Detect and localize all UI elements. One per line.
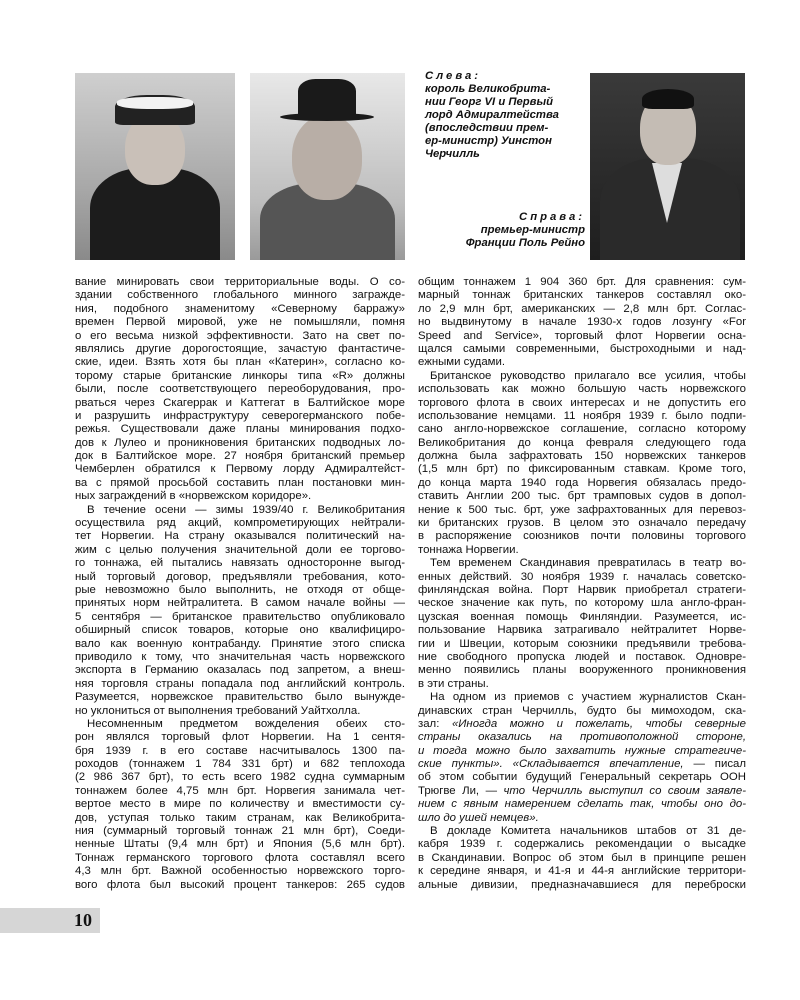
- text-line: о его весьма низкой эффективности. Зато на свет по-: [75, 329, 405, 342]
- text-line: ный торговый договор, предъявляли требования, кото-: [75, 570, 405, 583]
- paragraph: [75, 504, 405, 718]
- text-line: ские, идеи. Взять хотя бы план «Катерин», согласно ко-: [75, 356, 405, 369]
- text-line: были, после соответствующего переоборудования, про-: [75, 383, 405, 396]
- text-line: но уклониться от выполнения требований Уайтхолла.: [75, 704, 361, 717]
- paragraph: [75, 276, 405, 504]
- paragraph: [75, 718, 405, 892]
- text-line: рон являлся торговый флот Норвегии. На 1 сентя-: [75, 731, 405, 744]
- italic-quote: «Иногда можно и пожелать, чтобы северные: [451, 717, 746, 730]
- text-line: торому старые британские линкоры типа «R» должны: [75, 369, 405, 382]
- caption-line: (впоследствии прем-: [425, 122, 549, 134]
- text-line: использование немцами. 11 ноября 1939 г. было подпи-: [418, 409, 746, 422]
- text-line: кабря 1939 г. содержались рекомендации о высадке: [418, 838, 746, 851]
- text-line: экспорта в Германию оказалась под запретом, а внеш-: [75, 664, 405, 677]
- text-line: но выдвинутому в начале 1930-х годов лозунгу «For: [418, 316, 746, 329]
- paragraph: [418, 691, 746, 825]
- text-line: ние свободного пропуска людей и поставок. Одновре-: [418, 650, 746, 663]
- text-line: осуществила ряд акций, компрометирующих нейтрали-: [75, 517, 405, 530]
- text-line: финляндская война. Порт Нарвик приобретал стратеги-: [418, 583, 746, 596]
- text-line: (2 986 367 брт), то есть всего 1982 судна суммарным: [75, 771, 405, 784]
- text-column-left: [75, 276, 405, 892]
- text-line: док в Балтийское море. 27 ноября британский премьер: [75, 450, 405, 463]
- text-line: ва с прямой просьбой составить план постановки мин-: [75, 476, 405, 489]
- text-line: ежными судами.: [418, 356, 506, 369]
- caption-left-heading: Слева:: [425, 70, 482, 82]
- text-line: сано англо-норвежское соглашение, согласно которому: [418, 423, 746, 436]
- text-line: в Скандинавии. Вопрос об этом был в принципе решен: [418, 851, 746, 864]
- page-number: 10: [74, 910, 92, 930]
- text-line: [418, 731, 746, 744]
- italic-quote: шло до ушей немцев».: [418, 811, 539, 824]
- text-line: обширный список товаров, которые оно квалифициро-: [75, 624, 405, 637]
- caption-line: лорд Адмиралтейства: [425, 109, 559, 121]
- text-line: тоннажем более 4,75 млн брт. Норвегия занимала чет-: [75, 784, 405, 797]
- text-line: использовать как можно большую часть норвежского: [418, 383, 746, 396]
- text-line: ния, подобного знаменитому «Северному барражу»: [75, 302, 405, 315]
- photo-king-george-vi: [75, 73, 235, 260]
- caption-left: [425, 70, 587, 161]
- text-line: торгового флота в своих интересах и не допустить его: [418, 396, 746, 409]
- text-line: [418, 812, 746, 825]
- paragraph: [418, 370, 746, 557]
- page-number-bar: [0, 908, 100, 933]
- text-line: 4,3 млн брт. Важной особенностью норвежского торго-: [75, 865, 405, 878]
- text-line: [418, 758, 746, 771]
- caption-right-heading: Справа:: [519, 211, 585, 223]
- text-line: На одном из приемов с участием журналистов Скан-: [430, 691, 746, 704]
- text-line: динавских стран Черчилль, будто бы мимоходом, ска-: [418, 704, 746, 717]
- text-line: ческое значение как путь, по которому шла англо-фран-: [418, 597, 746, 610]
- caption-line: нии Георг VI и Первый: [425, 96, 554, 108]
- text-line: ненные Штаты (9,4 млн брт) и Япония (5,6 млн брт).: [75, 838, 405, 851]
- text-line: рваться через Скагеррак и Каттегат в Балтийское море: [75, 396, 405, 409]
- photo-winston-churchill: [250, 73, 405, 260]
- text-column-right: [418, 276, 746, 892]
- text-line: в эти страны.: [418, 677, 489, 690]
- text-line: Несомненным предметом вожделения обеих сто-: [87, 717, 405, 730]
- text-line: вого флота был высокий процент танкеров: 265 судов: [75, 878, 405, 891]
- text-line: В докладе Комитета начальников штабов от 31 де-: [430, 825, 746, 838]
- text-line: тет Норвегии. На страну оказывался политический на-: [75, 530, 405, 543]
- italic-quote: что Черчилль выступил со своим заявле-: [503, 784, 746, 797]
- text-line: ния (суммарный торговый тоннаж 21 млн брт), Соеди-: [75, 825, 405, 838]
- text-line: здании собственного глобального минного загражде-: [75, 289, 405, 302]
- text-line: енных действий. 30 ноября 1939 г. началась советско-: [418, 570, 746, 583]
- text-line: Speed and Service», торговый флот Норвегии осна-: [418, 329, 746, 342]
- text-line: и разрушить инфраструктуру северогерманского побе-: [75, 409, 405, 422]
- caption-line: король Великобрита-: [425, 83, 551, 95]
- text-line: гии и Швеции, которым союзники предъявили требова-: [418, 637, 746, 650]
- text-line: менно появились планы вооруженного проникновения: [418, 664, 746, 677]
- text-line: должна была зафрахтовать 150 норвежских танкеров: [418, 450, 746, 463]
- text-line: нение к 500 тыс. брт, уже зафрахтованных для перевоз-: [418, 503, 746, 516]
- text-line: няя торговля страны попадала под английский контроль.: [75, 677, 405, 690]
- text-line: Британское руководство прилагало все усилия, чтобы: [430, 369, 746, 382]
- text-line: ных заграждений в «норвежском коридоре».: [75, 490, 312, 503]
- text-line: щался самыми современными, быстроходными и над-: [418, 342, 746, 355]
- italic-quote: страны оказались на противоположной стороне,: [418, 731, 746, 744]
- text-line: дов к Лулео и проникновения британских подводных ло-: [75, 436, 405, 449]
- caption-line: Черчилль: [425, 148, 480, 160]
- italic-quote: нием с явным намерением сделать так, чтобы оно до-: [418, 798, 746, 811]
- text-line: вертое место в мире по количеству и вместимости су-: [75, 798, 405, 811]
- italic-quote: и тогда можно было захватить нужные стратегиче-: [418, 744, 746, 757]
- text-segment: Трюгве Ли, —: [418, 784, 504, 797]
- paragraph: [418, 557, 746, 691]
- text-line: приводило к тому, что значительная часть норвежского: [75, 650, 405, 663]
- text-line: дов, уступая только таким странам, как Великобрита-: [75, 811, 405, 824]
- text-line: жим с целью получения значительной доли ее торгово-: [75, 543, 405, 556]
- italic-quote: ские пункты». «Складывается впечатление,: [418, 758, 684, 771]
- text-line: времен Первой мировой, уже не помышляли, помня: [75, 316, 405, 329]
- caption-right: [425, 211, 585, 250]
- text-line: марный тоннаж британских танкеров составлял око-: [418, 289, 746, 302]
- text-line: [418, 798, 746, 811]
- text-line: Тем временем Скандинавия превратилась в театр во-: [430, 557, 746, 570]
- text-line: В течение осени — зимы 1939/40 г. Великобритания: [87, 503, 405, 516]
- text-line: [418, 785, 746, 798]
- text-segment: зал:: [418, 717, 452, 730]
- caption-line: Франции Поль Рейно: [465, 237, 585, 249]
- photo-paul-reynaud: [590, 73, 745, 260]
- text-segment: — писал: [683, 758, 746, 771]
- text-line: вание минировать свои территориальные воды. О со-: [75, 276, 405, 288]
- caption-line: ер-министр) Уинстон: [425, 135, 552, 147]
- paragraph: [418, 276, 746, 370]
- text-line: Разумеется, норвежское правительство было вынужде-: [75, 691, 405, 704]
- text-line: являлись другие дорогостоящие, зачастую фантастиче-: [75, 342, 405, 355]
- text-line: бря 1939 г. в его составе насчитывалось 1300 па-: [75, 744, 405, 757]
- text-line: до конца марта 1940 года Норвегия обязалась предо-: [418, 476, 746, 489]
- text-line: альные дивизии, предназначавшиеся для переброски: [418, 878, 746, 891]
- text-line: цузская военная помощь Финляндии. Разумеется, ис-: [418, 610, 746, 623]
- text-line: общим тоннажем 1 904 360 брт. Для сравнения: сум-: [418, 276, 746, 288]
- text-line: 5 сентября — британское правительство опубликовало: [75, 610, 405, 623]
- text-line: рые невозможно было выполнить, не отходя от обще-: [75, 583, 405, 596]
- text-line: принятых норм нейтралитета. В самом начале войны —: [75, 597, 405, 610]
- text-line: об этом событии будущий Генеральный секретарь ООН: [418, 771, 746, 784]
- text-line: тоннажа Норвегии.: [418, 543, 519, 556]
- text-line: режья. Существовали даже планы минирования подхо-: [75, 423, 405, 436]
- text-line: в распоряжение союзников почти половины торгового: [418, 530, 746, 543]
- text-line: ло 2,9 млн брт, американских — 2,8 млн брт. Соглас-: [418, 302, 746, 315]
- text-line: [418, 718, 746, 731]
- text-line: Чемберлен обратился к Первому лорду Адмиралтейст-: [75, 463, 405, 476]
- text-line: ставить Англии 200 тыс. брт трамповых судов в допол-: [418, 490, 746, 503]
- text-line: ки британских грузов. В целом это означало передачу: [418, 517, 746, 530]
- caption-line: премьер-министр: [480, 224, 585, 236]
- text-line: вало как военную контрабанду. Принятие этого списка: [75, 637, 405, 650]
- text-line: Тоннаж германского торгового флота составлял всего: [75, 851, 405, 864]
- text-line: пользование Нарвика затрагивало нейтралитет Норве-: [418, 624, 746, 637]
- text-line: роходов (тоннажем 1 784 331 брт) и 682 теплохода: [75, 758, 405, 771]
- text-line: к середине января, и 41-я и 44-я английские территори-: [418, 865, 746, 878]
- text-line: Великобритания до конца февраля следующего года: [418, 436, 746, 449]
- text-line: [418, 745, 746, 758]
- paragraph: [418, 825, 746, 892]
- text-line: (1,5 млн брт) по фиксированным ставкам. Кроме того,: [418, 463, 746, 476]
- text-line: го тоннажа, ей пытались навязать одностороннe выгод-: [75, 557, 405, 570]
